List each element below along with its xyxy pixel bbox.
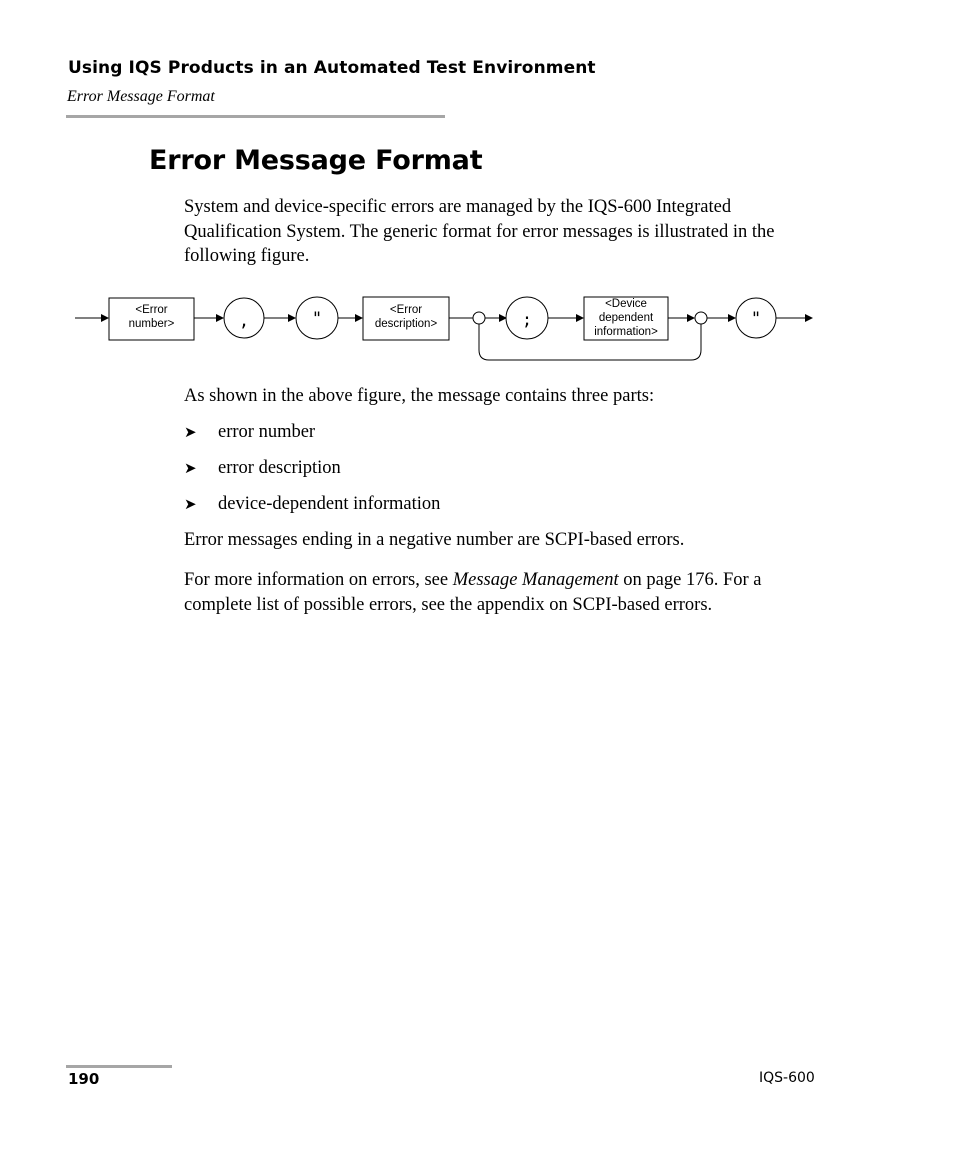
running-header-subtitle: Error Message Format xyxy=(67,88,215,105)
error-number-label: number> xyxy=(128,318,175,330)
message-management-link[interactable]: Message Management xyxy=(452,570,619,590)
product-name: IQS-600 xyxy=(759,1070,815,1086)
bullet-arrow-icon: ➤ xyxy=(184,459,197,477)
comma-symbol: , xyxy=(238,311,250,331)
list-item xyxy=(184,456,341,480)
page-number: 190 xyxy=(68,1070,100,1088)
intro-paragraph: System and device-specific errors are managed by the IQS-600 Integrated Qualification System. The generic format for error messages is illustrated in the following figure. xyxy=(184,197,775,266)
merge-node xyxy=(695,312,707,324)
list-item xyxy=(184,492,440,516)
bullet-arrow-icon: ➤ xyxy=(184,423,197,441)
branch-node xyxy=(473,312,485,324)
list-item-text: device-dependent information xyxy=(218,494,441,514)
quote-open-symbol: " xyxy=(311,309,323,329)
header-divider xyxy=(66,115,445,118)
semicolon-symbol: ; xyxy=(521,310,533,330)
running-header-title: Using IQS Products in an Automated Test Environment xyxy=(68,58,596,78)
section-heading: Error Message Format xyxy=(149,145,483,176)
more-info-prefix: For more information on errors, see xyxy=(184,570,453,590)
footer-divider xyxy=(66,1065,172,1068)
more-info-suffix: on page 176. For a complete list of possible errors, see the appendix on SCPI-based errors. xyxy=(184,570,762,615)
parts-intro-paragraph: As shown in the above figure, the message contains three parts: xyxy=(184,386,655,406)
error-number-label: <Error xyxy=(135,304,168,316)
error-description-label: description> xyxy=(374,318,438,330)
list-item xyxy=(184,420,315,444)
list-item-text: error number xyxy=(218,422,316,442)
quote-close-symbol: " xyxy=(750,309,762,329)
device-info-label: dependent xyxy=(598,312,654,324)
device-info-label: <Device xyxy=(605,298,647,310)
scpi-note-paragraph: Error messages ending in a negative number are SCPI-based errors. xyxy=(184,530,685,550)
more-info-paragraph xyxy=(184,568,824,617)
device-info-label: information> xyxy=(594,326,658,338)
error-format-diagram xyxy=(70,290,820,370)
error-description-label: <Error xyxy=(389,304,423,316)
bullet-arrow-icon: ➤ xyxy=(184,495,197,513)
list-item-text: error description xyxy=(218,458,341,478)
